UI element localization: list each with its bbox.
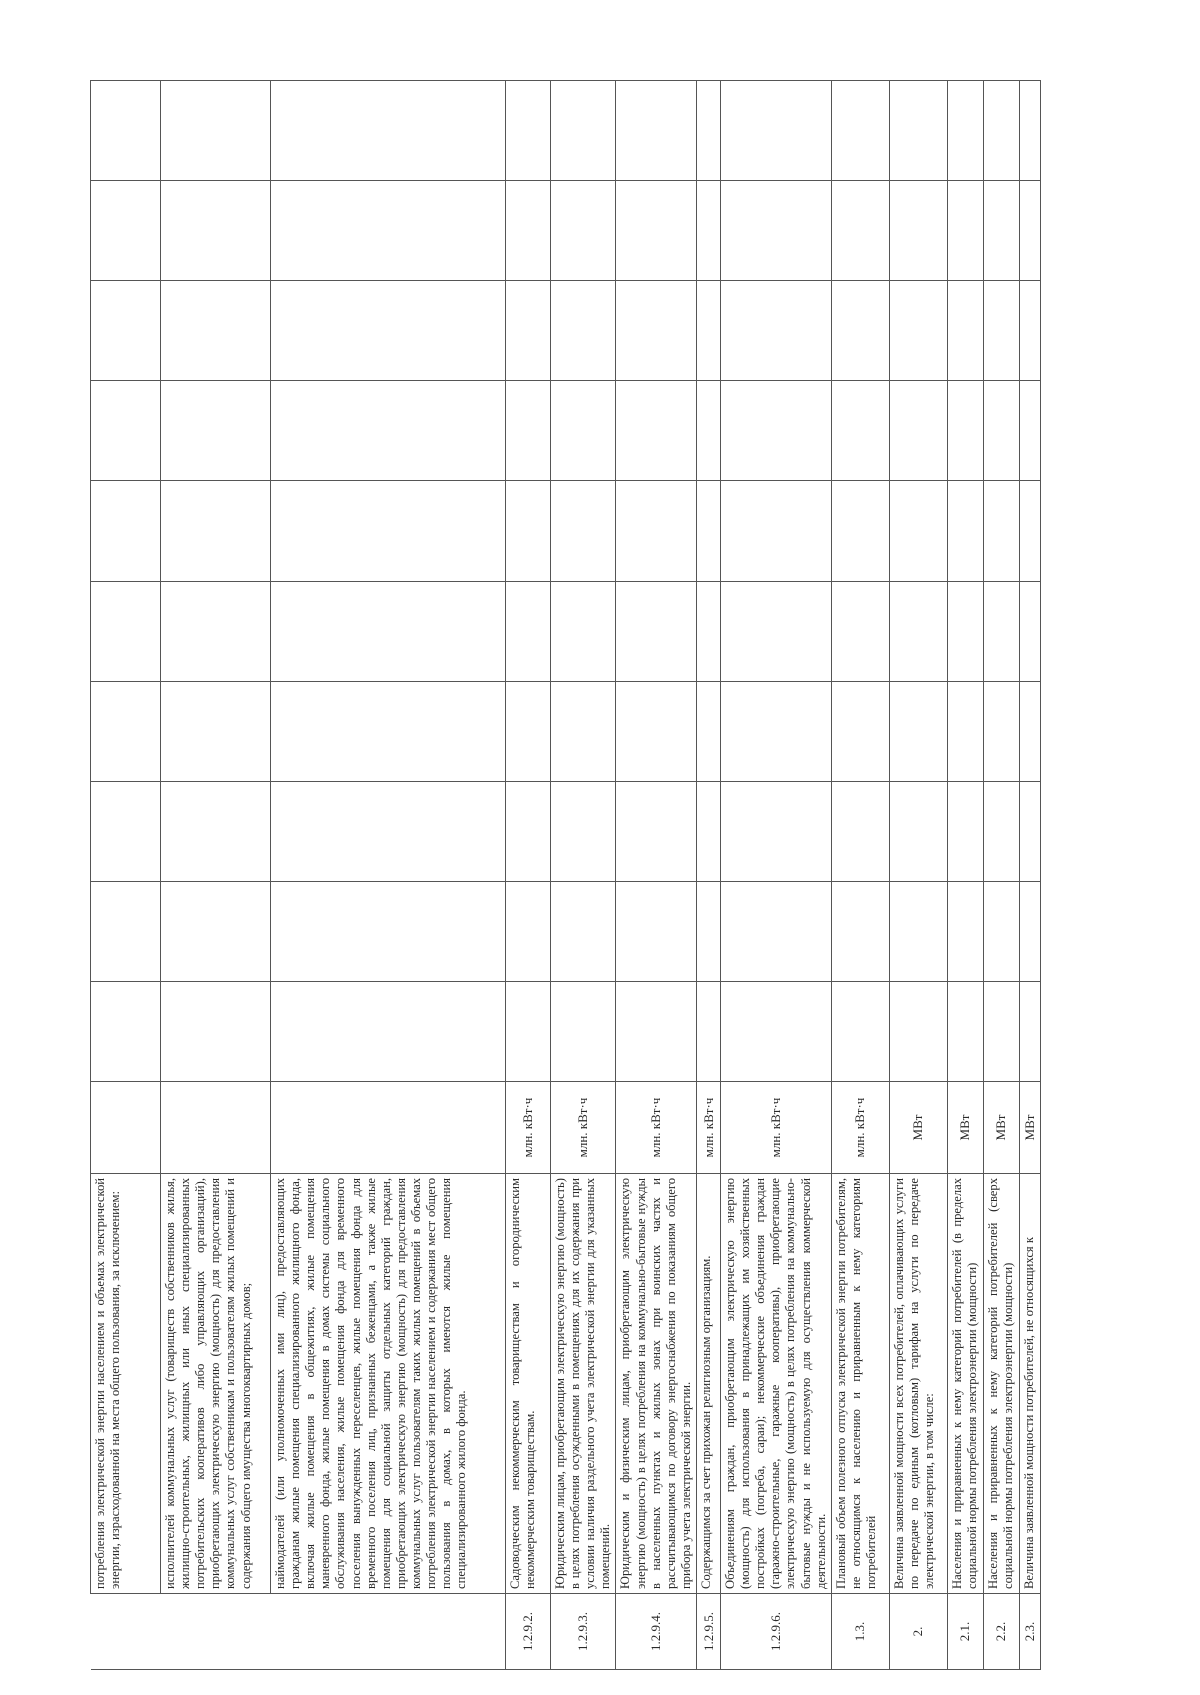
row-number-cell: 1.2.9.3. <box>551 1594 616 1670</box>
value-cell <box>947 381 983 481</box>
row-number-cell <box>91 1594 161 1670</box>
value-cell <box>1019 481 1040 581</box>
unit-cell <box>271 1082 506 1174</box>
row-description-cell: Объединениям граждан, приобретающим электрическую энергию (мощность) для использования в принадлежащих им хозяйственных постройках (погреба, сараи); некоммерческие объединения граждан (гаражно-строительные, гаражные кооперативы), приобретающие электрическую энергию (мощность) в целях потребления на коммунально-бытовые нужды и не используемую для осуществления коммерческой деятельности. <box>720 1174 831 1594</box>
value-cell <box>1019 81 1040 181</box>
row-description-cell: Юридическим лицам, приобретающим электрическую энергию (мощность) в целях потребления осужденными в помещениях для их содержания при условии наличия раздельного учета электрической энергии для указанных помещений. <box>551 1174 616 1594</box>
table-row <box>616 81 697 1670</box>
unit-cell: МВт <box>983 1082 1019 1174</box>
value-cell <box>506 881 551 981</box>
value-cell <box>889 781 947 881</box>
value-cell <box>889 481 947 581</box>
value-cell <box>696 381 720 481</box>
value-cell <box>1019 281 1040 381</box>
table-row <box>551 81 616 1670</box>
table-row <box>831 81 889 1670</box>
value-cell <box>271 981 506 1081</box>
table-row <box>161 81 271 1670</box>
value-cell <box>616 381 697 481</box>
value-cell <box>161 581 271 681</box>
value-cell <box>831 281 889 381</box>
value-cell <box>91 781 161 881</box>
value-cell <box>271 381 506 481</box>
value-cell <box>506 781 551 881</box>
value-cell <box>831 981 889 1081</box>
value-cell <box>720 781 831 881</box>
value-cell <box>947 181 983 281</box>
value-cell <box>271 881 506 981</box>
value-cell <box>947 881 983 981</box>
value-cell <box>720 681 831 781</box>
value-cell <box>983 681 1019 781</box>
value-cell <box>616 281 697 381</box>
value-cell <box>1019 781 1040 881</box>
row-description-cell: Садоводческим некоммерческим товариществам и огородническим некоммерческим товариществам. <box>506 1174 551 1594</box>
value-cell <box>506 681 551 781</box>
row-description-cell: наймодателей (или уполномоченных ими лиц), предоставляющих гражданам жилые помещения специализированного жилищного фонда, включая жилые помещения в общежитиях, жилые помещения маневренного фонда, жилые помещения в домах системы социального обслуживания населения, жилые помещения фонда для временного поселения вынужденных переселенцев, жилые помещения фонда для временного поселения лиц, признанных беженцами, а также жилые помещения для социальной защиты отдельных категорий граждан, приобретающих электрическую энергию (мощность) для предоставления коммунальных услуг пользователям таких жилых помещений в объемах потребления электрической энергии населением и содержания мест общего пользования в домах, в которых имеются жилые помещения специализированного жилого фонда. <box>271 1174 506 1594</box>
value-cell <box>271 81 506 181</box>
value-cell <box>696 281 720 381</box>
value-cell <box>889 81 947 181</box>
unit-cell: млн. кВт·ч <box>616 1082 697 1174</box>
value-cell <box>983 781 1019 881</box>
value-cell <box>696 681 720 781</box>
row-description-cell: Населения и приравненных к нему категорий потребителей (сверх социальной нормы потребления электроэнергии (мощности) <box>983 1174 1019 1594</box>
table-row <box>889 81 947 1670</box>
value-cell <box>161 781 271 881</box>
value-cell <box>161 681 271 781</box>
value-cell <box>720 181 831 281</box>
value-cell <box>696 781 720 881</box>
row-description-cell: исполнителей коммунальных услуг (товариществ собственников жилья, жилищно-строительных, жилищных или иных специализированных потребительских кооперативов либо управляющих организаций), приобретающих электрическую энергию (мощность) для предоставления коммунальных услуг собственникам и пользователям жилых помещений и содержания общего имущества многоквартирных домов; <box>161 1174 271 1594</box>
row-number-cell: 1.2.9.6. <box>720 1594 831 1670</box>
value-cell <box>947 581 983 681</box>
value-cell <box>983 181 1019 281</box>
value-cell <box>506 481 551 581</box>
value-cell <box>616 681 697 781</box>
row-description-cell: Содержащимся за счет прихожан религиозным организациям. <box>696 1174 720 1594</box>
rotated-table-container <box>90 80 1100 1670</box>
value-cell <box>91 681 161 781</box>
value-cell <box>696 981 720 1081</box>
value-cell <box>91 881 161 981</box>
row-number-cell <box>161 1594 271 1670</box>
value-cell <box>616 481 697 581</box>
value-cell <box>983 981 1019 1081</box>
table-row <box>720 81 831 1670</box>
value-cell <box>551 581 616 681</box>
value-cell <box>696 881 720 981</box>
value-cell <box>831 881 889 981</box>
value-cell <box>696 581 720 681</box>
value-cell <box>616 181 697 281</box>
unit-cell: МВт <box>889 1082 947 1174</box>
row-number-cell <box>271 1594 506 1670</box>
value-cell <box>1019 681 1040 781</box>
unit-cell <box>161 1082 271 1174</box>
value-cell <box>506 581 551 681</box>
table-row <box>696 81 720 1670</box>
value-cell <box>91 981 161 1081</box>
value-cell <box>161 381 271 481</box>
value-cell <box>720 881 831 981</box>
value-cell <box>506 281 551 381</box>
row-number-cell: 2.1. <box>947 1594 983 1670</box>
row-description-cell: Населения и приравненных к нему категорий потребителей (в пределах социальной нормы потребления электроэнергии (мощности) <box>947 1174 983 1594</box>
value-cell <box>889 281 947 381</box>
value-cell <box>889 981 947 1081</box>
value-cell <box>720 981 831 1081</box>
row-description-cell: потребления электрической энергии населением и объемах электрической энергии, израсходованной на места общего пользования, за исключением: <box>91 1174 161 1594</box>
value-cell <box>91 281 161 381</box>
value-cell <box>983 81 1019 181</box>
table-row <box>271 81 506 1670</box>
value-cell <box>983 881 1019 981</box>
value-cell <box>720 281 831 381</box>
value-cell <box>161 281 271 381</box>
value-cell <box>551 181 616 281</box>
value-cell <box>161 481 271 581</box>
value-cell <box>720 381 831 481</box>
value-cell <box>831 81 889 181</box>
value-cell <box>271 181 506 281</box>
value-cell <box>889 181 947 281</box>
value-cell <box>1019 181 1040 281</box>
value-cell <box>161 81 271 181</box>
value-cell <box>616 981 697 1081</box>
value-cell <box>91 81 161 181</box>
value-cell <box>720 81 831 181</box>
row-number-cell: 1.2.9.4. <box>616 1594 697 1670</box>
value-cell <box>271 681 506 781</box>
value-cell <box>506 981 551 1081</box>
value-cell <box>551 681 616 781</box>
value-cell <box>506 381 551 481</box>
value-cell <box>983 481 1019 581</box>
row-number-cell: 2.2. <box>983 1594 1019 1670</box>
unit-cell <box>91 1082 161 1174</box>
unit-cell: МВт <box>1019 1082 1040 1174</box>
value-cell <box>616 881 697 981</box>
value-cell <box>983 281 1019 381</box>
table-row <box>1019 81 1040 1670</box>
value-cell <box>551 81 616 181</box>
value-cell <box>947 681 983 781</box>
value-cell <box>947 281 983 381</box>
value-cell <box>720 581 831 681</box>
value-cell <box>831 381 889 481</box>
value-cell <box>271 781 506 881</box>
value-cell <box>720 481 831 581</box>
value-cell <box>947 981 983 1081</box>
value-cell <box>91 181 161 281</box>
value-cell <box>551 281 616 381</box>
value-cell <box>983 381 1019 481</box>
value-cell <box>947 481 983 581</box>
value-cell <box>616 81 697 181</box>
unit-cell: млн. кВт·ч <box>506 1082 551 1174</box>
row-number-cell: 1.2.9.5. <box>696 1594 720 1670</box>
value-cell <box>91 481 161 581</box>
row-number-cell: 2. <box>889 1594 947 1670</box>
value-cell <box>161 881 271 981</box>
table-row <box>91 81 161 1670</box>
value-cell <box>551 381 616 481</box>
table-row <box>947 81 983 1670</box>
value-cell <box>1019 381 1040 481</box>
value-cell <box>616 581 697 681</box>
unit-cell: млн. кВт·ч <box>696 1082 720 1174</box>
value-cell <box>831 781 889 881</box>
value-cell <box>506 81 551 181</box>
row-number-cell: 2.3. <box>1019 1594 1040 1670</box>
unit-cell: МВт <box>947 1082 983 1174</box>
value-cell <box>271 581 506 681</box>
unit-cell: млн. кВт·ч <box>720 1082 831 1174</box>
value-cell <box>831 481 889 581</box>
value-cell <box>551 981 616 1081</box>
value-cell <box>616 781 697 881</box>
value-cell <box>889 681 947 781</box>
value-cell <box>91 381 161 481</box>
value-cell <box>947 81 983 181</box>
row-number-cell: 1.3. <box>831 1594 889 1670</box>
value-cell <box>551 881 616 981</box>
value-cell <box>1019 581 1040 681</box>
value-cell <box>161 981 271 1081</box>
value-cell <box>271 481 506 581</box>
value-cell <box>983 581 1019 681</box>
value-cell <box>831 681 889 781</box>
value-cell <box>696 181 720 281</box>
row-number-cell: 1.2.9.2. <box>506 1594 551 1670</box>
value-cell <box>91 581 161 681</box>
value-cell <box>1019 881 1040 981</box>
value-cell <box>889 881 947 981</box>
table-body <box>91 81 1041 1670</box>
value-cell <box>696 481 720 581</box>
row-description-cell: Величина заявленной мощности всех потребителей, оплачивающих услуги по передаче по единым (котловым) тарифам на услуги по передаче электрической энергии, в том числе: <box>889 1174 947 1594</box>
value-cell <box>161 181 271 281</box>
row-description-cell: Плановый объем полезного отпуска электрической энергии потребителям, не относящимся к населению и приравненным к нему категориям потребителей <box>831 1174 889 1594</box>
value-cell <box>831 181 889 281</box>
value-cell <box>551 481 616 581</box>
row-description-cell: Юридическим и физическим лицам, приобретающим электрическую энергию (мощность) в целях потребления на коммунально-бытовые нужды в населенных пунктах и жилых зонах при воинских частях и рассчитывающимся по договору энергоснабжения по показаниям общего прибора учета электрической энергии. <box>616 1174 697 1594</box>
value-cell <box>947 781 983 881</box>
row-description-cell: Величина заявленной мощности потребителей, не относящихся к <box>1019 1174 1040 1594</box>
value-cell <box>506 181 551 281</box>
table-row <box>983 81 1019 1670</box>
value-cell <box>1019 981 1040 1081</box>
value-cell <box>831 581 889 681</box>
tariff-table <box>90 80 1041 1670</box>
value-cell <box>696 81 720 181</box>
value-cell <box>889 381 947 481</box>
table-row <box>506 81 551 1670</box>
value-cell <box>271 281 506 381</box>
unit-cell: млн. кВт·ч <box>831 1082 889 1174</box>
unit-cell: млн. кВт·ч <box>551 1082 616 1174</box>
value-cell <box>551 781 616 881</box>
value-cell <box>889 581 947 681</box>
